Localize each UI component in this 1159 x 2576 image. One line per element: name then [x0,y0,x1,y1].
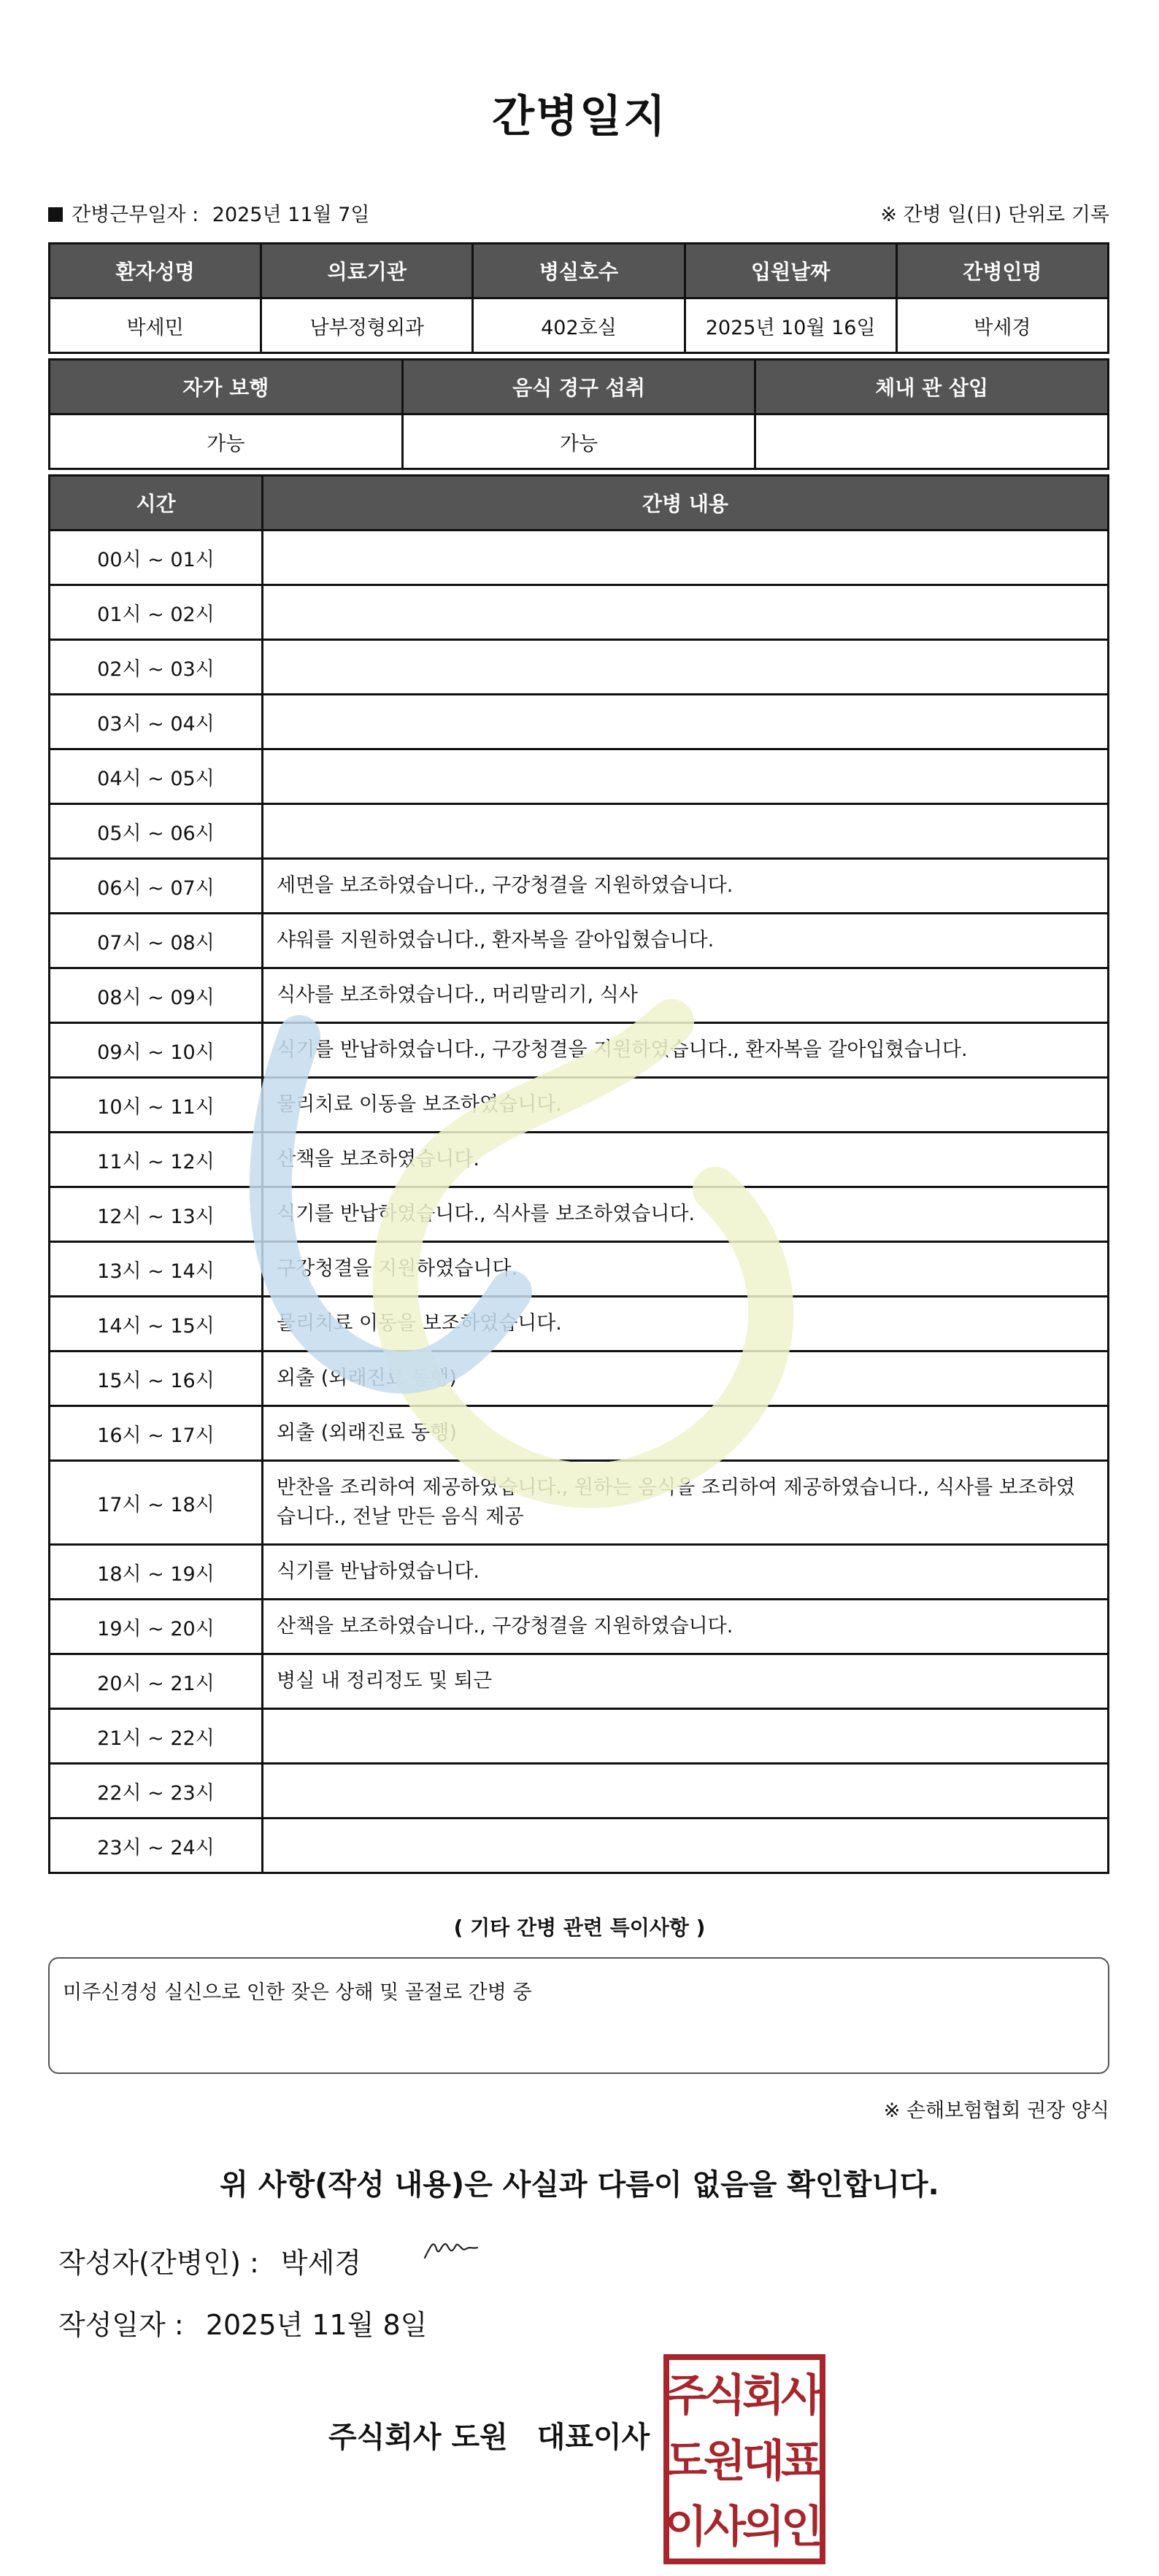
log-time: 21시 ~ 22시 [50,1709,263,1764]
log-time: 00시 ~ 01시 [50,531,263,585]
log-content: 구강청결을 지원하였습니다. [263,1242,1109,1297]
log-time: 16시 ~ 17시 [50,1406,263,1461]
time-column-header: 시간 [50,476,263,531]
log-content: 식사를 보조하였습니다., 머리말리기, 식사 [263,968,1109,1023]
log-row [50,1819,1109,1873]
log-time: 11시 ~ 12시 [50,1133,263,1187]
log-content: 산책을 보조하였습니다., 구강청결을 지원하였습니다. [263,1600,1109,1654]
log-row [50,914,1109,968]
log-time: 04시 ~ 05시 [50,749,263,804]
hospital: 남부정형외과 [261,298,473,353]
seal-character: 주 [665,2370,707,2421]
info-header: 환자성명 [50,244,261,298]
log-content: 물리치료 이동을 보조하였습니다. [263,1078,1109,1133]
info-header: 입원날짜 [685,244,896,298]
log-content [263,749,1109,804]
patient-info-table [48,242,1109,354]
company-seal [663,2353,826,2565]
written-date-label: 작성일자 : [58,2309,184,2341]
log-header-row [50,476,1109,531]
log-content: 산책을 보조하였습니다. [263,1133,1109,1187]
log-content [263,1709,1109,1764]
seal-character: 사 [704,2502,746,2553]
log-content: 병실 내 정리정도 및 퇴근 [263,1654,1109,1709]
log-content: 식기를 반납하였습니다., 구강청결을 지원하였습니다., 환자복을 갈아입혔습니다. [263,1023,1109,1078]
notes-box: 미주신경성 실신으로 인한 잦은 상해 및 골절로 간병 중 [48,1957,1109,2074]
writer-name: 박세경 [280,2247,361,2279]
duty-label: 간병근무일자 : [72,204,199,226]
writer-label: 작성자(간병인) : [58,2247,259,2279]
seal-character: 사 [781,2370,823,2421]
log-row [50,695,1109,749]
log-content: 샤워를 지원하였습니다., 환자복을 갈아입혔습니다. [263,914,1109,968]
walking-status: 가능 [50,414,403,469]
log-time: 22시 ~ 23시 [50,1764,263,1819]
written-date-line [58,2302,427,2342]
unit-note: ※ 간병 일(日) 단위로 기록 [880,204,1109,226]
writer-line [58,2240,361,2280]
log-content: 외출 (외래진료 동행) [263,1351,1109,1406]
room-number: 402호실 [473,298,685,353]
status-header-row [50,360,1109,414]
log-time: 13시 ~ 14시 [50,1242,263,1297]
log-time: 02시 ~ 03시 [50,640,263,695]
log-row [50,1709,1109,1764]
caregiver-name: 박세경 [896,298,1108,353]
log-time: 05시 ~ 06시 [50,804,263,859]
log-time: 01시 ~ 02시 [50,585,263,640]
log-row [50,531,1109,585]
patient-name: 박세민 [50,298,261,353]
log-time: 14시 ~ 15시 [50,1297,263,1351]
log-row [50,749,1109,804]
log-content [263,1819,1109,1873]
log-content: 물리치료 이동을 보조하였습니다. [263,1297,1109,1351]
log-content: 반찬을 조리하여 제공하였습니다., 원하는 음식을 조리하여 제공하였습니다., 식사를 보조하였습니다., 전날 만든 음식 제공 [263,1461,1109,1545]
document-title: 간병일지 [492,91,667,142]
log-row [50,585,1109,640]
status-header: 체내 관 삽입 [755,360,1109,414]
seal-character: 의 [742,2502,785,2553]
seal-characters [665,2370,824,2553]
log-row [50,1764,1109,1819]
log-content: 식기를 반납하였습니다. [263,1545,1109,1600]
duty-info [48,198,369,227]
written-date: 2025년 11월 8일 [205,2309,428,2341]
info-header-row [50,244,1109,298]
log-time: 06시 ~ 07시 [50,859,263,914]
form-source-note: ※ 손해보험협회 권장 양식 [883,2099,1109,2122]
log-time: 09시 ~ 10시 [50,1023,263,1078]
status-header: 자가 보행 [50,360,403,414]
log-content: 세면을 보조하였습니다., 구강청결을 지원하였습니다. [263,859,1109,914]
watermark-yellow-stroke [396,1022,771,1486]
handwritten-signature [422,2233,480,2265]
company-name: 주식회사 도원 [328,2421,508,2454]
log-time: 20시 ~ 21시 [50,1654,263,1709]
seal-character: 표 [781,2436,823,2487]
oral-intake-status: 가능 [402,414,755,469]
status-header: 음식 경구 섭취 [402,360,755,414]
info-header: 의료기관 [261,244,473,298]
log-time: 10시 ~ 11시 [50,1078,263,1133]
seal-character: 인 [781,2502,823,2553]
log-time: 23시 ~ 24시 [50,1819,263,1873]
log-row [50,859,1109,914]
log-content [263,531,1109,585]
square-bullet-icon [48,207,63,222]
log-time: 07시 ~ 08시 [50,914,263,968]
patient-status-table [48,358,1109,470]
seal-character: 원 [704,2436,746,2487]
log-time: 19시 ~ 20시 [50,1600,263,1654]
seal-character: 회 [742,2370,785,2421]
log-content [263,695,1109,749]
log-time: 03시 ~ 04시 [50,695,263,749]
notes-title: ( 기타 간병 관련 특이사항 ) [453,1916,706,1940]
log-time: 15시 ~ 16시 [50,1351,263,1406]
log-row [50,640,1109,695]
log-content [263,585,1109,640]
log-content [263,1764,1109,1819]
info-header: 간병인명 [896,244,1108,298]
log-row [50,804,1109,859]
seal-character: 도 [665,2436,707,2487]
log-time: 17시 ~ 18시 [50,1461,263,1545]
tube-status [755,414,1109,469]
content-column-header: 간병 내용 [263,476,1109,531]
seal-character: 이 [665,2502,707,2553]
seal-character: 대 [742,2436,785,2487]
watermark-logo [219,971,920,1627]
log-content [263,640,1109,695]
log-time: 12시 ~ 13시 [50,1187,263,1242]
log-time: 18시 ~ 19시 [50,1545,263,1600]
log-content [263,804,1109,859]
log-content: 외출 (외래진료 동행) [263,1406,1109,1461]
log-time: 08시 ~ 09시 [50,968,263,1023]
info-value-row [50,298,1109,353]
log-content: 식기를 반납하였습니다., 식사를 보조하였습니다. [263,1187,1109,1242]
company-role: 대표이사 [536,2421,650,2454]
duty-date: 2025년 11월 7일 [212,204,370,226]
duty-row [48,198,1109,228]
status-value-row [50,414,1109,469]
company-line [328,2414,650,2456]
seal-character: 식 [704,2370,746,2421]
log-row [50,1654,1109,1709]
admission-date: 2025년 10월 16일 [685,298,896,353]
confirmation-statement: 위 사항(작성 내용)은 사실과 다름이 없음을 확인합니다. [220,2168,939,2202]
info-header: 병실호수 [473,244,685,298]
